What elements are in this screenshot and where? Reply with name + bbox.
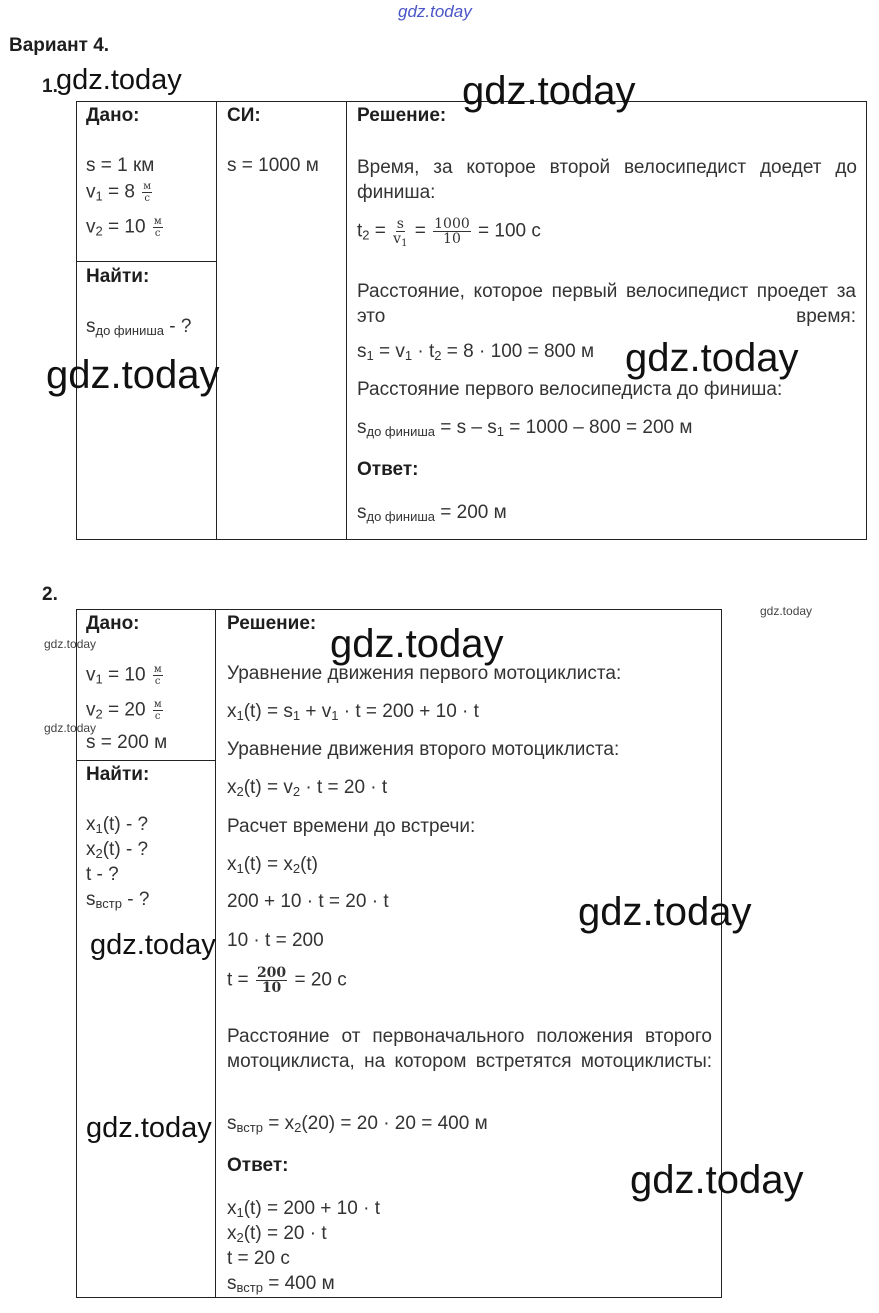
watermark: gdz.today [625, 336, 799, 380]
problem2-eq1: $x_1(t) = s_1 + v_1 \cdot t = 200 + 10 \cdot t$ [227, 701, 479, 723]
watermark: gdz.today [46, 353, 220, 397]
watermark: gdz.today [86, 1112, 212, 1144]
watermark: gdz.today [90, 929, 216, 961]
problem2-eq3: $x_1(t) = x_2(t)$ [227, 854, 318, 876]
problem2-number: 2. [42, 584, 58, 605]
problem2-answer-s: $s_{встр} = 400$ м [227, 1273, 335, 1295]
problem1-text2: Расстояние, которое первый велосипедист проедет за это время: [357, 281, 856, 327]
problem2-naiti-x1: $x_1(t)$ - ? [86, 814, 149, 836]
problem2-text3: Расчет времени до встречи: [227, 816, 476, 837]
problem2-dano-v1: $v_1 = 10$ $\frac{м}{с}$ [86, 664, 162, 687]
problem2-dano-header: Дано: [86, 613, 140, 634]
watermark: gdz.today [578, 890, 752, 934]
watermark: gdz.today [56, 64, 182, 96]
problem1-text1: Время, за которое второй велосипедист доедет до финиша: [357, 157, 857, 203]
problem2-eq7: $s_{встр} = x_2(20) = 20 \cdot 20 = 400$ м [227, 1113, 488, 1135]
problem1-eq1: $t_2$ = $\frac{s}{v_1}$ = $\frac{1000}{10}$ = 100 с [357, 216, 541, 249]
unit-fraction: $\frac{м}{с}$ [153, 216, 162, 239]
problem2-dano-s: s = 200 м [86, 732, 168, 753]
problem1-answer: $s_{до финиша} = 200$ м [357, 502, 507, 524]
problem1-text3: Расстояние первого велосипедиста до финиша: [357, 379, 783, 400]
problem2-answer-x1: $x_1(t) = 200 + 10 \cdot t$ [227, 1198, 380, 1220]
watermark-top: gdz.today [398, 2, 472, 21]
watermark: gdz.today [330, 622, 504, 666]
problem1-dano-s: s = 1 км [86, 155, 155, 176]
problem2-eq6: t = $\frac{200}{10}$ = 20 с [227, 965, 347, 996]
problem2-eq4: 200 + 10 · t = 20 · t [227, 891, 389, 912]
problem2-eq2: $x_2(t) = v_2 \cdot t = 20 \cdot t$ [227, 777, 388, 799]
variant-title: Вариант 4. [9, 35, 110, 56]
problem2-naiti-s: $s_{встр}$ - ? [86, 889, 150, 911]
unit-fraction: $\frac{м}{с}$ [153, 664, 162, 687]
watermark: gdz.today [630, 1158, 804, 1202]
problem1-answer-header: Ответ: [357, 459, 419, 480]
unit-fraction: $\frac{м}{с}$ [153, 699, 162, 722]
problem2-naiti-x2: $x_2(t)$ - ? [86, 839, 149, 861]
problem1-dano-header: Дано: [86, 105, 140, 126]
problem1-number: 1. [42, 76, 58, 97]
problem2-solution-header: Решение: [227, 613, 317, 634]
problem2-naiti-t: t - ? [86, 864, 119, 885]
problem2-dano-v2: $v_2 = 20$ $\frac{м}{с}$ [86, 699, 162, 722]
problem2-text1: Уравнение движения первого мотоциклиста: [227, 663, 622, 684]
problem1-naiti-item: $s_{до финиша}$ - ? [86, 316, 192, 338]
watermark: gdz.today [44, 721, 97, 735]
problem2-answer-header: Ответ: [227, 1155, 289, 1176]
problem1-solution-header: Решение: [357, 105, 447, 126]
watermark: gdz.today [760, 604, 813, 618]
watermark: gdz.today [44, 637, 97, 651]
unit-fraction: $\frac{м}{с}$ [143, 181, 152, 204]
watermark: gdz.today [462, 69, 636, 113]
problem1-naiti-header: Найти: [86, 266, 150, 287]
problem2-answer-t: t = 20 с [227, 1248, 290, 1269]
problem2-naiti-header: Найти: [86, 764, 150, 785]
problem2-answer-x2: $x_2(t) = 20 \cdot t$ [227, 1223, 327, 1245]
problem2-eq5: 10 · t = 200 [227, 930, 324, 951]
problem2-text2: Уравнение движения второго мотоциклиста: [227, 739, 620, 760]
problem1-si-header: СИ: [227, 105, 261, 126]
problem1-eq2: $s_1 = v_1 \cdot t_2 = 8 \cdot 100 = 800$ м [357, 341, 595, 363]
problem1-dano-v1: $v_1 = 8$ $\frac{м}{с}$ [86, 181, 152, 204]
problem2-text4: Расстояние от первоначального положения второго мотоциклиста, на котором встретятся мотоциклисты: [227, 1026, 712, 1072]
problem1-si-value: s = 1000 м [227, 155, 319, 176]
problem1-dano-v2: $v_2 = 10$ $\frac{м}{с}$ [86, 216, 162, 239]
problem1-eq3: $s_{до финиша} = s - s_1 = 1000 - 800 = 200$ м [357, 417, 693, 439]
